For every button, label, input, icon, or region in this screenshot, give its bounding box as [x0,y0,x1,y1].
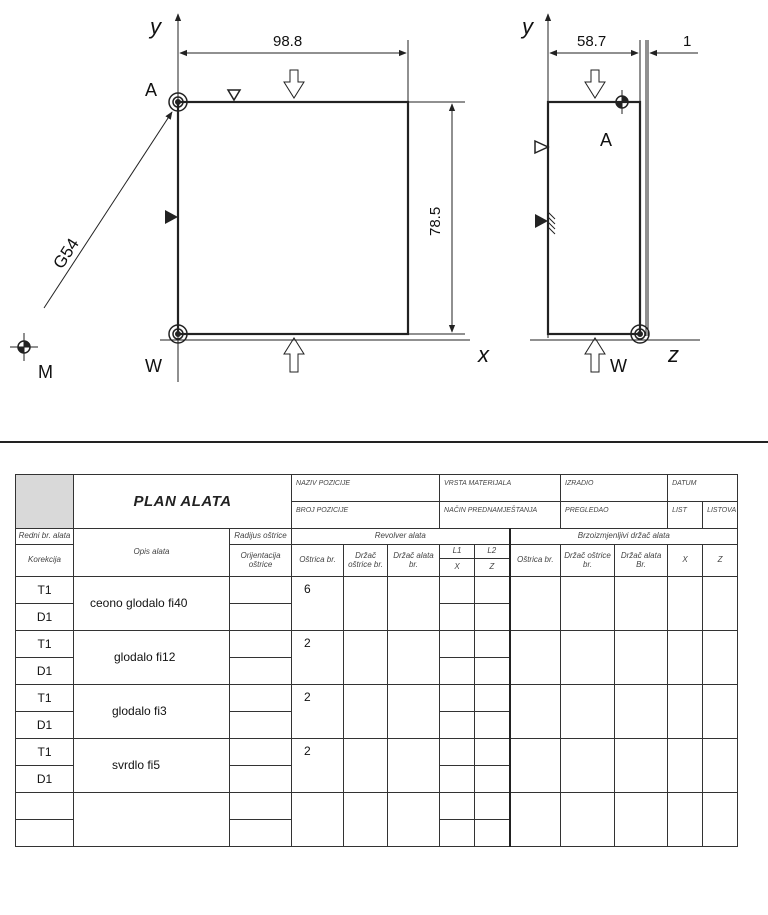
redni-cell: T1 [16,739,74,766]
listova-label: LISTOVA [703,502,738,529]
front-dim-height-label: 78.5 [427,206,444,236]
opis-cell: ceono glodalo fi40 [74,577,230,631]
side-clamp-arrow-top [585,70,605,98]
korekcija-cell: D1 [16,712,74,739]
plan-title: PLAN ALATA [133,492,232,510]
side-y-label: y [522,14,533,39]
brzo-drzac-ostrice-header: Držač oštrice br. [561,545,615,577]
front-x-label: x [478,342,489,367]
front-workpiece [178,102,408,334]
korekcija-cell: D1 [16,766,74,793]
table-row [16,739,738,766]
l2-z-header: Z [475,559,510,577]
side-support-filled-icon [535,214,548,228]
section-divider [0,441,768,443]
ostrica-cell: 2 [292,739,344,793]
corner-cell [16,475,74,529]
plan-title-cell [74,475,292,529]
plan-alata-table [15,474,738,847]
side-z-label: z [668,342,679,367]
workpiece-drawing [0,0,768,440]
ostrica-cell: 6 [292,577,344,631]
opis-cell: glodalo fi3 [74,685,230,739]
redni-cell: T1 [16,577,74,604]
brzo-x-header: X [668,545,703,577]
table-row [16,631,738,658]
korekcija-cell: D1 [16,658,74,685]
revolver-drzac-alata-header: Držač alata br. [388,545,440,577]
table-row [16,577,738,604]
side-dim-width-label: 58.7 [577,33,607,50]
front-dim-width-label: 98.8 [273,33,303,50]
vrsta-materijala-label: VRSTA MATERIJALA [440,475,561,502]
table-row [16,793,738,820]
g54-offset-arrow [44,112,172,308]
clamp-arrow-top [284,70,304,98]
brzoizmjenljivi-header: Brzoizmjenljivi držač alata [510,529,738,545]
ostrica-cell: 2 [292,685,344,739]
front-support-filled-icon [165,210,178,224]
point-m-icon [10,333,38,361]
clamp-arrow-bottom [284,338,304,372]
nacin-prednamjestanja-label: NAČIN PREDNAMJEŠTANJA [440,502,561,529]
side-workpiece [548,102,640,334]
opis-cell: glodalo fi12 [74,631,230,685]
brzo-drzac-alata-header: Držač alata Br. [615,545,668,577]
side-support-open-icon [535,141,548,153]
opis-cell: svrdlo fi5 [74,739,230,793]
side-point-a-label: A [600,130,613,150]
list-label: LIST [668,502,703,529]
side-point-w-label: W [610,356,627,376]
revolver-alata-header: Revolver alata [292,529,510,545]
side-point-a-icon [610,90,634,114]
front-point-w-label: W [145,356,162,376]
revolver-drzac-ostrice-header: Držač oštrice br. [344,545,388,577]
korekcija-header: Korekcija [16,545,74,577]
l1-x-header: X [440,559,475,577]
korekcija-cell: D1 [16,604,74,631]
ostrica-cell: 2 [292,631,344,685]
front-point-a-label: A [145,80,158,100]
orijentacija-ostrice-header: Orijentacija oštrice [230,545,292,577]
g54-label: G54 [49,234,83,273]
redni-br-alata-header: Redni br. alata [16,529,74,545]
datum-label: DATUM [668,475,738,502]
opis-alata-header: Opis alata [74,529,230,577]
side-dim-small-label: 1 [683,33,692,50]
radijus-ostrice-header: Radijus oštrice [230,529,292,545]
point-m-label: M [38,362,53,382]
redni-cell: T1 [16,685,74,712]
front-support-open-icon [228,90,240,100]
brzo-z-header: Z [703,545,738,577]
revolver-ostrica-br-header: Oštrica br. [292,545,344,577]
redni-cell: T1 [16,631,74,658]
pregledao-label: PREGLEDAO [561,502,668,529]
table-row [16,685,738,712]
izradio-label: IZRADIO [561,475,668,502]
naziv-pozicije-label: NAZIV POZICIJE [292,475,440,502]
side-clamp-arrow-bottom [585,338,605,372]
l1-header: L1 [440,545,475,559]
l2-header: L2 [475,545,510,559]
brzo-ostrica-br-header: Oštrica br. [510,545,561,577]
broj-pozicije-label: BROJ POZICIJE [292,502,440,529]
front-y-label: y [150,14,161,39]
